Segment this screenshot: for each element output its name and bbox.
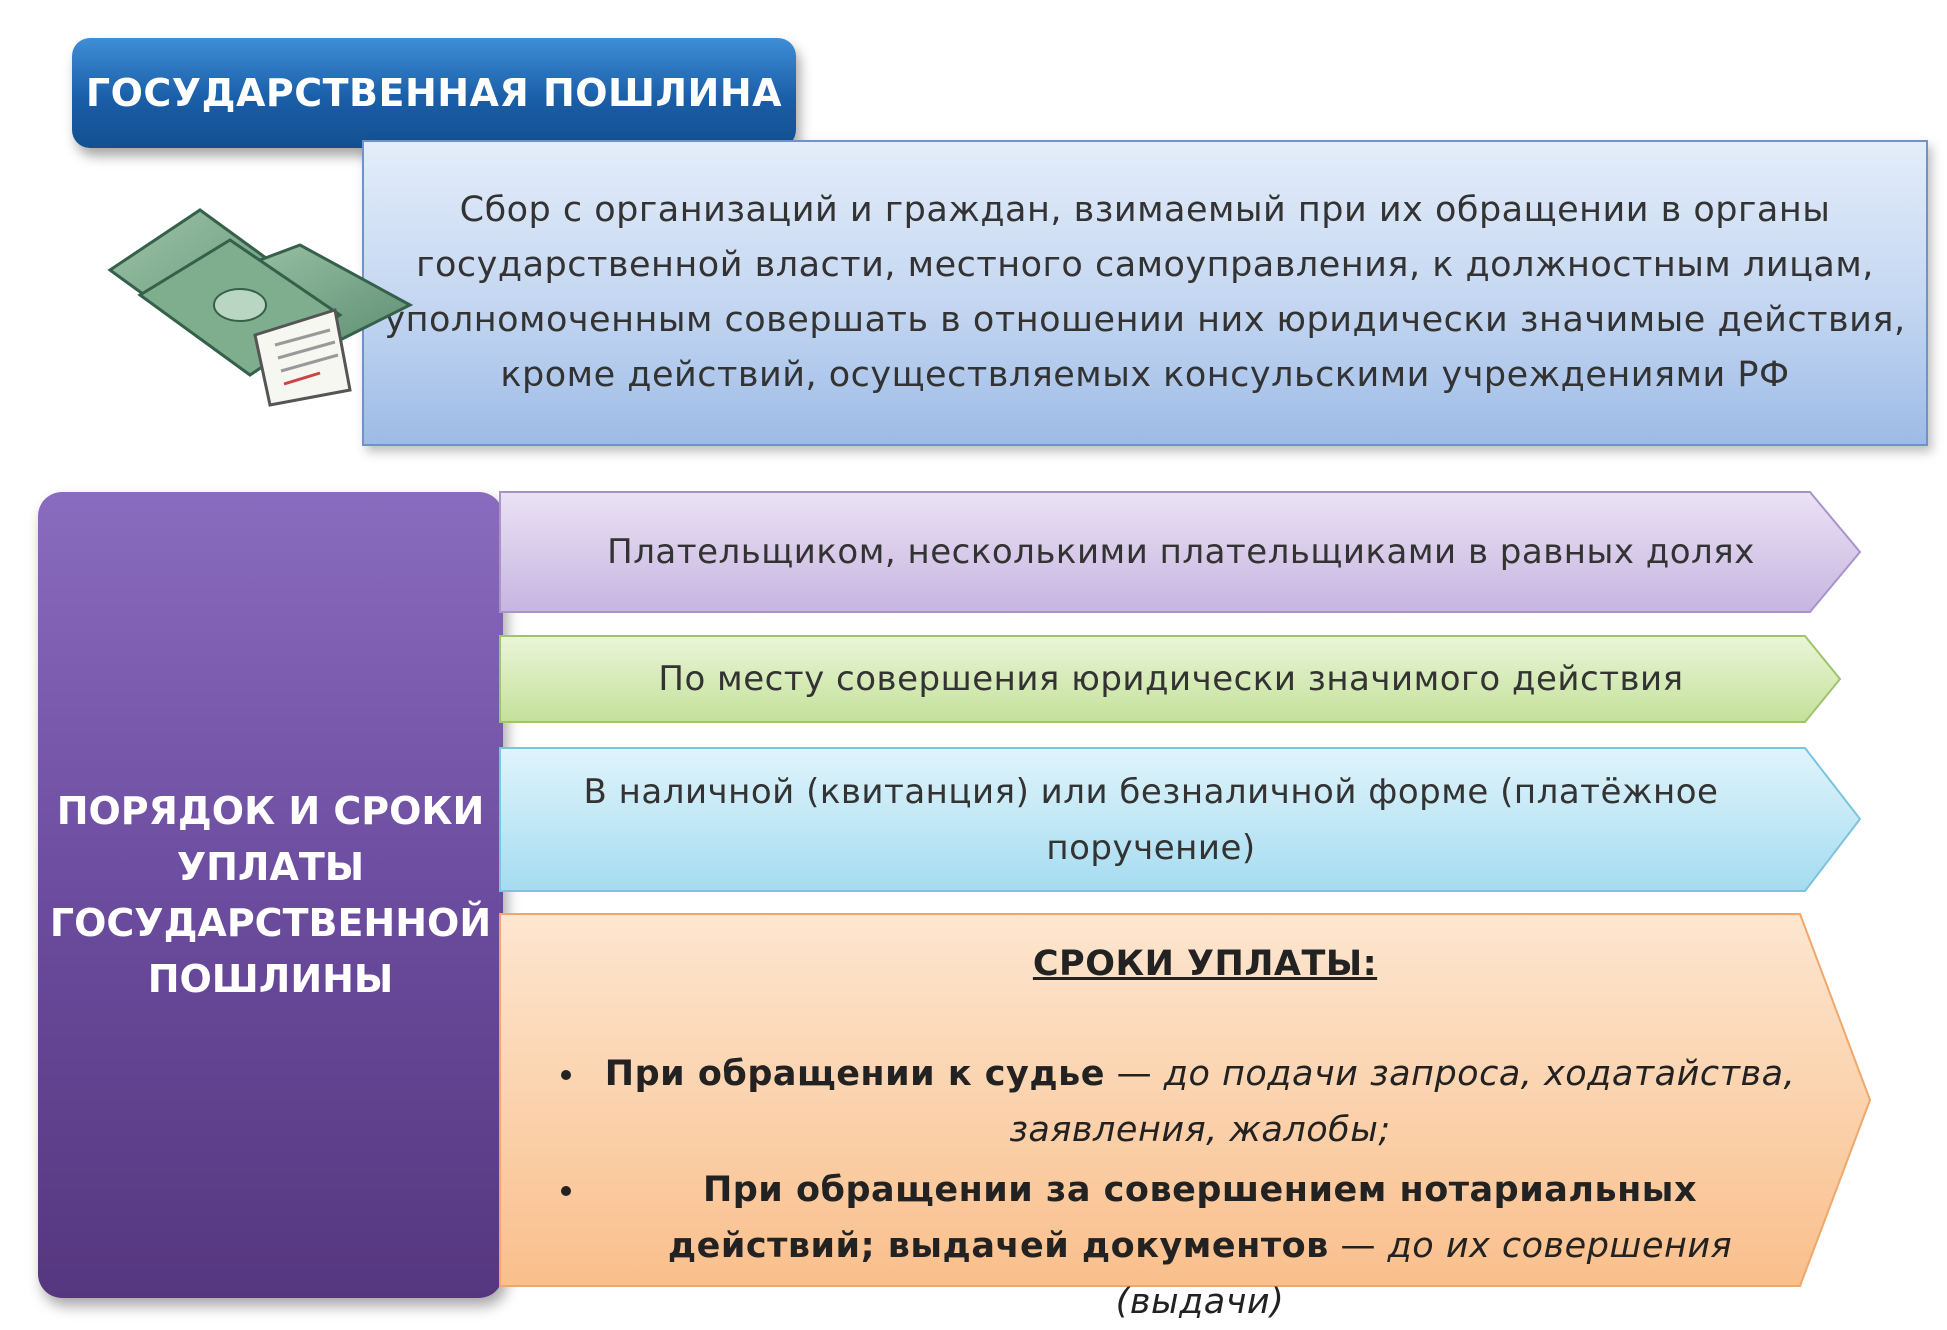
payment-order-label-text: ПОРЯДОК И СРОКИ УПЛАТЫ ГОСУДАРСТВЕННОЙ ПОШЛИНЫ [49, 789, 492, 1001]
term-dash: — [1328, 1226, 1388, 1266]
term-condition: При обращении к судье [604, 1054, 1105, 1094]
arrow-payers [500, 492, 1862, 612]
definition-box [362, 140, 1928, 446]
list-item [588, 1046, 1800, 1158]
list-item [588, 1162, 1800, 1330]
terms-list [570, 1046, 1800, 1330]
money-with-receipt-icon [100, 200, 420, 410]
terms-title: СРОКИ УПЛАТЫ: [1032, 944, 1378, 984]
arrow-place-text: По месту совершения юридически значимого действия [658, 659, 1684, 699]
definition-text: Сбор с организаций и граждан, взимаемый при их обращении в органы государственной власти, местного самоуправления, к должностным лицам, уполномоченным совершать в отношении них юридически значимые действия, кроме действий, осуществляемых консульскими учреждениями РФ [384, 190, 1906, 395]
term-deadline: до их совершения (выдачи) [1115, 1226, 1733, 1322]
payment-terms [500, 914, 1800, 1322]
arrow-form-text: В наличной (квитанция) или безналичной форме (платёжное поручение) [583, 771, 1719, 868]
arrow-payers-text: Плательщиком, несколькими плательщиками в равных долях [607, 532, 1755, 572]
arrow-terms [500, 914, 1872, 1322]
term-dash: — [1105, 1054, 1164, 1094]
payment-order-label [38, 492, 503, 1298]
term-condition: При обращении за совершением нотариальных действий; выдачей документов [667, 1170, 1698, 1266]
arrow-form [500, 748, 1862, 891]
term-deadline: до подачи запроса, ходатайства, заявления, жалобы; [1009, 1054, 1796, 1150]
page-title: ГОСУДАРСТВЕННАЯ ПОШЛИНА [72, 38, 796, 148]
arrow-place [500, 636, 1842, 722]
